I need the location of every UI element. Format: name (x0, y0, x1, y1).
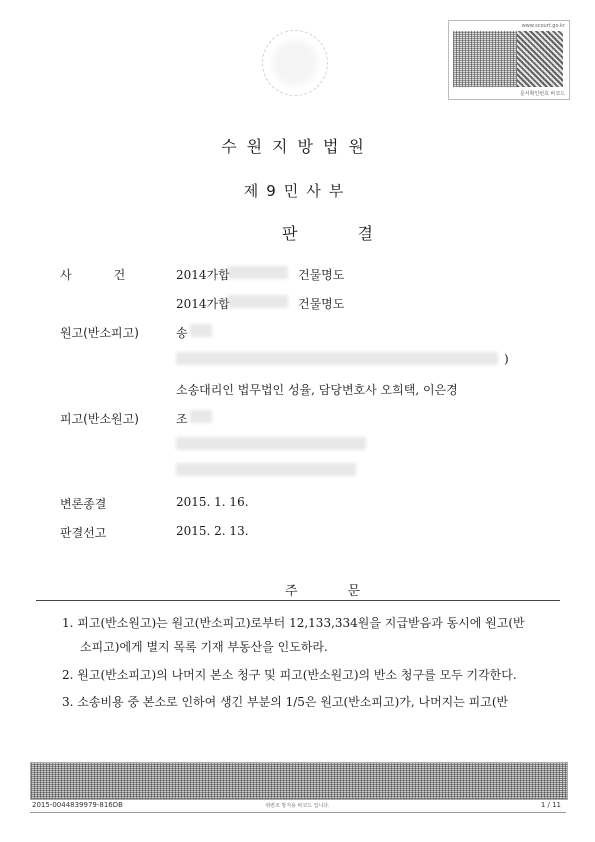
case-label: 사건 (60, 268, 168, 282)
redacted-plaintiff-name (190, 324, 212, 337)
barcode-url: www.scourt.go.kr (521, 23, 565, 29)
court-name: 수원지방법원 (221, 137, 374, 156)
document-type: 판결 (282, 224, 433, 243)
page-number: 1 / 11 (540, 801, 561, 809)
redacted-defendant-name (190, 410, 212, 423)
order-line-2: 소피고)에게 별지 목록 기재 부동산을 인도하라. (80, 640, 328, 654)
footer-divider (30, 812, 566, 813)
case-number-1: 2014가합 (176, 268, 230, 282)
plaintiff-counsel: 소송대리인 법무법인 성율, 담당변호사 오희택, 이은경 (176, 383, 458, 397)
case-number-2: 2014가합 (176, 297, 230, 311)
redacted-defendant-address-2 (176, 463, 356, 476)
plaintiff-label: 원고(반소피고) (60, 326, 139, 340)
anti-forgery-barcode-strip (30, 762, 568, 800)
barcode-pattern (453, 31, 563, 87)
order-line-4: 3. 소송비용 중 본소로 인하여 생긴 부분의 1/5은 원고(반소피고)가, 나머지는 피고(반 (62, 695, 509, 709)
order-line-1: 1. 피고(반소원고)는 원고(반소피고)로부터 12,133,334원을 지급받음과 동시에 원고(반 (62, 616, 525, 630)
redacted-defendant-address-1 (176, 437, 366, 450)
barcode-note: 위변조 방지용 바코드 입니다. (265, 803, 330, 809)
order-title: 주문 (284, 584, 411, 599)
verification-barcode (448, 20, 570, 100)
barcode-caption: 문서확인번호 바코드 (519, 91, 565, 97)
order-divider (36, 600, 560, 601)
redacted-case-number-1 (228, 266, 288, 279)
hearing-date: 2015. 1. 16. (176, 495, 249, 509)
defendant-name: 조 (176, 412, 188, 426)
document-id: 2015-0044839979-816DB (32, 801, 123, 809)
defendant-label: 피고(반소원고) (60, 412, 139, 426)
case-title-1: 건물명도 (298, 268, 345, 282)
redacted-case-number-2 (228, 295, 288, 308)
plaintiff-address-end: ) (504, 352, 509, 366)
order-line-3: 2. 원고(반소피고)의 나머지 본소 청구 및 피고(반소원고)의 반소 청구를 모두 기각한다. (62, 668, 517, 682)
case-title-2: 건물명도 (298, 297, 345, 311)
court-seal-watermark (262, 30, 328, 96)
hearing-label: 변론종결 (60, 497, 107, 511)
judgment-date: 2015. 2. 13. (176, 524, 249, 538)
division-name: 제9민사부 (243, 182, 352, 200)
judgment-label: 판결선고 (60, 526, 107, 540)
redacted-plaintiff-address (176, 352, 498, 365)
plaintiff-name: 송 (176, 326, 188, 340)
